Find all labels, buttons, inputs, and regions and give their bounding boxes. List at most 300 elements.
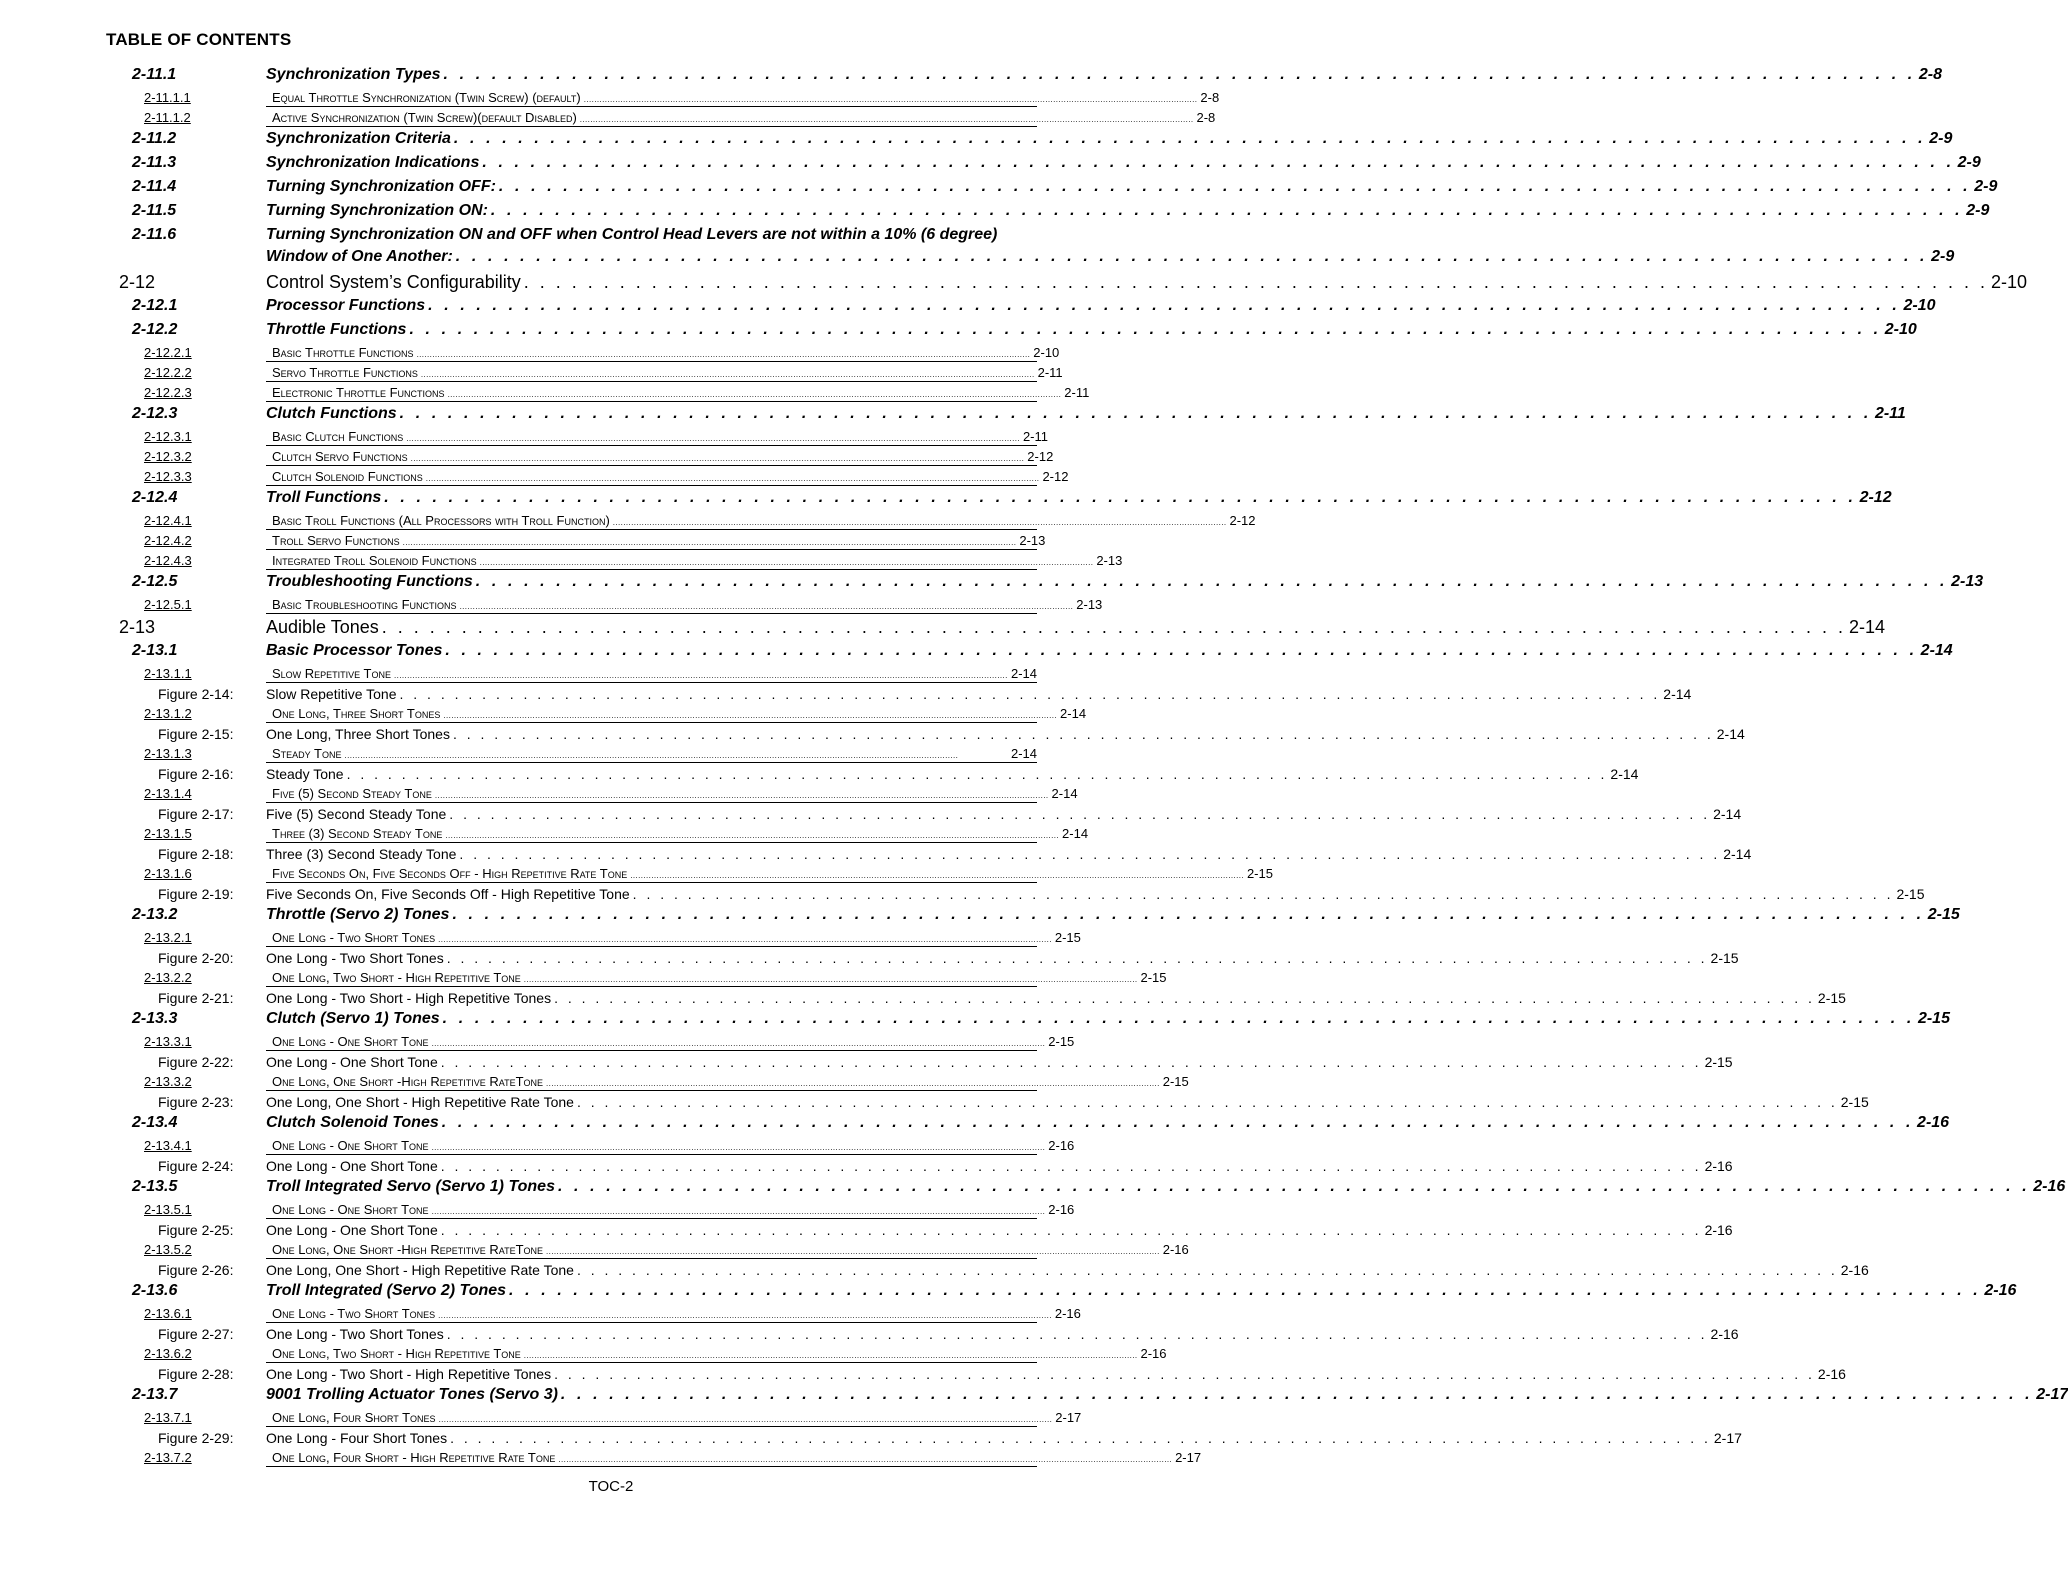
toc-entry-page: 2-15: [1246, 866, 1273, 881]
dot-leader: ..........................................................................................................................................................................................................................................: [523, 975, 1138, 984]
toc-entry-page: 2-13: [1096, 553, 1123, 568]
toc-entry-title: Slow Repetitive Tone: [272, 666, 392, 681]
toc-entry-page: 2-17: [1713, 1430, 1742, 1446]
toc-entry-number: Figure 2-26:: [158, 1262, 234, 1278]
toc-entry-number[interactable]: 2-13.3.1: [144, 1034, 192, 1049]
toc-figure-entry[interactable]: [0, 1326, 1739, 1346]
toc-entry[interactable]: [0, 1242, 1222, 1262]
toc-entry-page: 2-15: [1162, 1074, 1189, 1089]
toc-entry-number: Figure 2-15:: [158, 726, 234, 742]
toc-entry-page: 2-16: [1840, 1262, 1869, 1278]
toc-entry-title: Steady Tone: [272, 746, 342, 761]
toc-entry-page: 2-14: [1610, 766, 1639, 782]
toc-entry-number: Figure 2-19:: [158, 886, 234, 902]
toc-entry-number: 2-11.1: [132, 66, 177, 83]
toc-entry[interactable]: [0, 1178, 2066, 1202]
toc-entry[interactable]: [0, 1034, 1222, 1054]
dot-leader: ..........................................................................................................................................................................................................................................: [438, 1415, 1053, 1424]
toc-figure-entry[interactable]: [0, 1430, 1742, 1450]
toc-entry-page: 2-15: [1704, 1054, 1733, 1070]
toc-entry-number[interactable]: 2-13.3.2: [144, 1074, 192, 1089]
toc-entry-number[interactable]: 2-12.3.2: [144, 449, 192, 464]
toc-entry-title: Troll Integrated Servo (Servo 1) Tones: [266, 1178, 555, 1195]
toc-entry-page: 2-13: [1951, 573, 1984, 590]
toc-figure-entry[interactable]: [0, 886, 1925, 906]
toc-entry-title: One Long - Four Short Tones: [266, 1430, 448, 1446]
toc-entry-number: Figure 2-27:: [158, 1326, 234, 1342]
toc-entry-title: Audible Tones: [266, 617, 379, 637]
toc-entry-title: Basic Troubleshooting Functions: [272, 597, 457, 612]
toc-entry-page: 2-12: [1859, 489, 1892, 506]
toc-entry-title: Five Seconds On, Five Seconds Off - High Repetitive Rate Tone: [272, 866, 628, 881]
toc-entry-page: 2-16: [1048, 1138, 1075, 1153]
toc-entry-title: Window of One Another:: [266, 248, 453, 265]
toc-entry-page: 2-13: [1076, 597, 1103, 612]
toc-entry-title: One Long - One Short Tone: [266, 1222, 438, 1238]
toc-entry-title: Equal Throttle Synchronization (Twin Screw) (default): [272, 90, 581, 105]
toc-entry-page: 2-12: [1027, 449, 1054, 464]
toc-entry-number: 2-12.1: [132, 297, 178, 314]
toc-entry[interactable]: [0, 178, 1998, 202]
toc-entry-title: Troll Integrated (Servo 2) Tones: [266, 1282, 507, 1299]
toc-entry-page: 2-14: [1060, 706, 1087, 721]
toc-figure-entry[interactable]: [0, 766, 1639, 786]
toc-entry-number[interactable]: 2-13.7.1: [144, 1410, 192, 1425]
toc-entry-title: One Long - Two Short Tones: [266, 1326, 444, 1342]
dot-leader: ..........................................................................................................................................................................................................................................: [410, 454, 1025, 463]
toc-entry-page: 2-17: [2036, 1386, 2068, 1403]
toc-entry[interactable]: [0, 130, 1953, 154]
dot-leader: ..........................................................................................................................................................................................................................................: [459, 602, 1074, 611]
dot-leader: ..........................................................................................................................................................................................................................................: [546, 1079, 1160, 1088]
toc-entry-number[interactable]: 2-13.2.1: [144, 930, 192, 945]
toc-entry-title: One Long, Two Short - High Repetitive Tone: [272, 970, 521, 985]
toc-entry-page: 2-15: [1917, 1010, 1950, 1027]
toc-entry-number[interactable]: 2-12.4.2: [144, 533, 192, 548]
dot-leader: . . . . . . . . . . . . . . . . . . . . . . . . . . . . . . . . . . . . . . . . . . . . . . . . . . . . . . . . . . . . . . . . . . . . . . . . . . . . . . . . . . . . . . . . . . . .: [560, 1386, 2034, 1403]
toc-entry-page: 2-14: [1716, 726, 1745, 742]
page-number: TOC-2: [588, 1478, 634, 1495]
dot-leader: . . . . . . . . . . . . . . . . . . . . . . . . . . . . . . . . . . . . . . . . . . . . . . . . . . . . . . . . . . . . . . . . . . . . . . . . . . . . . . . . . . . . . . . . . . . .: [381, 617, 1846, 637]
toc-entry-number[interactable]: 2-13.5.2: [144, 1242, 192, 1257]
dot-leader: . . . . . . . . . . . . . . . . . . . . . . . . . . . . . . . . . . . . . . . . . . . . . . . . . . . . . . . . . . . . . . . . . . . . . . . . . . . . . . . . . . . . . . . . . . . .: [409, 321, 1882, 338]
toc-entry-number: Figure 2-29:: [158, 1430, 234, 1446]
toc-entry-title: Active Synchronization (Twin Screw)(default Disabled): [272, 110, 577, 125]
dot-leader: . . . . . . . . . . . . . . . . . . . . . . . . . . . . . . . . . . . . . . . . . . . . . . . . . . . . . . . . . . . . . . . . . . . . . . . . . . . . . . . . . . . . . . . . . . . .: [498, 178, 1972, 195]
toc-entry-number[interactable]: 2-13.1.1: [144, 666, 192, 681]
toc-entry[interactable]: [0, 906, 1960, 930]
toc-entry[interactable]: [0, 866, 1273, 886]
toc-entry[interactable]: [0, 617, 1885, 642]
toc-entry-title: Troll Servo Functions: [272, 533, 400, 548]
dot-leader: . . . . . . . . . . . . . . . . . . . . . . . . . . . . . . . . . . . . . . . . . . . . . . . . . . . . . . . . . . . . . . . . . . . . . . . . . . . . . . . . . . . . . . . . . . . .: [440, 1222, 1702, 1238]
toc-entry-page: 2-8: [1918, 66, 1942, 83]
toc-entry[interactable]: [0, 405, 1906, 429]
toc-entry-title: Throttle (Servo 2) Tones: [266, 906, 450, 923]
toc-entry-page: 2-15: [1817, 990, 1846, 1006]
toc-entry[interactable]: [0, 429, 1222, 449]
toc-entry-page: 2-10: [1990, 272, 2027, 292]
dot-leader: . . . . . . . . . . . . . . . . . . . . . . . . . . . . . . . . . . . . . . . . . . . . . . . . . . . . . . . . . . . . . . . . . . . . . . . . . . . . . . . . . . . . . . . . . . . .: [399, 405, 1872, 422]
dot-leader: ..........................................................................................................................................................................................................................................: [447, 390, 1062, 399]
toc-entry-number[interactable]: 2-13.4.1: [144, 1138, 192, 1153]
toc-entry-page: 2-8: [1196, 110, 1216, 125]
toc-entry-title: One Long, Four Short Tones: [272, 1410, 436, 1425]
dot-leader: . . . . . . . . . . . . . . . . . . . . . . . . . . . . . . . . . . . . . . . . . . . . . . . . . . . . . . . . . . . . . . . . . . . . . . . . . . . . . . . . . . . . . . . . . . . .: [346, 766, 1608, 782]
toc-entry[interactable]: [0, 746, 1222, 766]
toc-entry-number: Figure 2-24:: [158, 1158, 234, 1174]
toc-entry[interactable]: [0, 786, 1222, 806]
toc-entry-page: 2-16: [1817, 1366, 1846, 1382]
toc-entry-number[interactable]: 2-12.3.1: [144, 429, 192, 444]
dot-leader: . . . . . . . . . . . . . . . . . . . . . . . . . . . . . . . . . . . . . . . . . . . . . . . . . . . . . . . . . . . . . . . . . . . . . . . . . . . . . . . . . . . . . . . . . . . .: [453, 130, 1927, 147]
toc-entry-title: One Long - Two Short Tones: [266, 950, 444, 966]
toc-entry-number: Figure 2-16:: [158, 766, 234, 782]
dot-leader: ..........................................................................................................................................................................................................................................: [579, 115, 1194, 124]
toc-entry[interactable]: [0, 1010, 1950, 1034]
toc-entry-page: 2-10: [1903, 297, 1936, 314]
toc-entry[interactable]: [0, 321, 1917, 345]
toc-entry-page: 2-14: [1723, 846, 1752, 862]
toc-entry-title: One Long - Two Short Tones: [272, 930, 436, 945]
toc-entry-page: 2-9: [1974, 178, 1998, 195]
dot-leader: . . . . . . . . . . . . . . . . . . . . . . . . . . . . . . . . . . . . . . . . . . . . . . . . . . . . . . . . . . . . . . . . . . . . . . . . . . . . . . . . . . . . . . . . . . . .: [443, 66, 1916, 83]
toc-entry-page: 2-16: [1710, 1326, 1739, 1342]
toc-entry-number: Figure 2-21:: [158, 990, 234, 1006]
toc-entry-page: 2-9: [1966, 202, 1990, 219]
toc-entry-title: Steady Tone: [266, 766, 344, 782]
dot-leader: . . . . . . . . . . . . . . . . . . . . . . . . . . . . . . . . . . . . . . . . . . . . . . . . . . . . . . . . . . . . . . . . . . . . . . . . . . . . . . . . . . . . . . . . . . . .: [445, 642, 1918, 659]
dot-leader: . . . . . . . . . . . . . . . . . . . . . . . . . . . . . . . . . . . . . . . . . . . . . . . . . . . . . . . . . . . . . . . . . . . . . . . . . . . . . . . . . . . . . . . . . . . .: [440, 1054, 1702, 1070]
toc-entry[interactable]: [0, 1386, 2068, 1410]
toc-entry-page: 2-9: [1957, 154, 1981, 171]
toc-entry[interactable]: [0, 930, 1222, 950]
dot-leader: . . . . . . . . . . . . . . . . . . . . . . . . . . . . . . . . . . . . . . . . . . . . . . . . . . . . . . . . . . . . . . . . . . . . . . . . . . . . . . . . . . . . . . . . . . . .: [554, 1366, 1815, 1382]
toc-entry-title: One Long, One Short -High Repetitive RateTone: [272, 1242, 544, 1257]
toc-entry[interactable]: [0, 1346, 1222, 1366]
toc-entry-number: 2-12.2: [132, 321, 178, 338]
toc-entry-title: Synchronization Types: [266, 66, 441, 83]
dot-leader: . . . . . . . . . . . . . . . . . . . . . . . . . . . . . . . . . . . . . . . . . . . . . . . . . . . . . . . . . . . . . . . . . . . . . . . . . . . . . . . . . . . . . . . . . . . .: [576, 1262, 1838, 1278]
toc-entry-page: 2-16: [1984, 1282, 2017, 1299]
toc-entry[interactable]: [0, 365, 1222, 385]
toc-entry-page: 2-11: [1874, 405, 1906, 422]
toc-entry-title: One Long, One Short -High Repetitive RateTone: [272, 1074, 544, 1089]
toc-entry-title: Turning Synchronization OFF:: [266, 178, 496, 195]
toc-figure-entry[interactable]: [0, 1054, 1733, 1074]
toc-entry-number: 2-13.6: [132, 1282, 178, 1299]
toc-entry-number[interactable]: 2-12.4.3: [144, 553, 192, 568]
dot-leader: . . . . . . . . . . . . . . . . . . . . . . . . . . . . . . . . . . . . . . . . . . . . . . . . . . . . . . . . . . . . . . . . . . . . . . . . . . . . . . . . . . . . . . . . . . . .: [509, 1282, 1982, 1299]
toc-entry-number[interactable]: 2-13.7.2: [144, 1450, 192, 1465]
toc-entry-title: Integrated Troll Solenoid Functions: [272, 553, 477, 568]
toc-entry[interactable]: [0, 1306, 1222, 1326]
dot-leader: . . . . . . . . . . . . . . . . . . . . . . . . . . . . . . . . . . . . . . . . . . . . . . . . . . . . . . . . . . . . . . . . . . . . . . . . . . . . . . . . . . . . . . . . . . . .: [523, 272, 1988, 292]
toc-entry[interactable]: [0, 706, 1222, 726]
dot-leader: ..........................................................................................................................................................................................................................................: [558, 1455, 1173, 1464]
toc-entry[interactable]: [0, 248, 1955, 272]
toc-entry-number: Figure 2-25:: [158, 1222, 234, 1238]
dot-leader: . . . . . . . . . . . . . . . . . . . . . . . . . . . . . . . . . . . . . . . . . . . . . . . . . . . . . . . . . . . . . . . . . . . . . . . . . . . . . . . . . . . . . . . . . . . .: [441, 1114, 1915, 1131]
toc-entry-number: 2-13.4: [132, 1114, 178, 1131]
dot-leader: . . . . . . . . . . . . . . . . . . . . . . . . . . . . . . . . . . . . . . . . . . . . . . . . . . . . . . . . . . . . . . . . . . . . . . . . . . . . . . . . . . . . . . . . . . . .: [482, 154, 1955, 171]
toc-figure-entry[interactable]: [0, 726, 1745, 746]
toc-entry-number: Figure 2-28:: [158, 1366, 234, 1382]
dot-leader: . . . . . . . . . . . . . . . . . . . . . . . . . . . . . . . . . . . . . . . . . . . . . . . . . . . . . . . . . . . . . . . . . . . . . . . . . . . . . . . . . . . . . . . . . . . .: [428, 297, 1901, 314]
toc-entry[interactable]: [0, 469, 1222, 489]
toc-entry-number[interactable]: 2-11.1.1: [144, 90, 191, 105]
toc-entry-page: 2-9: [1929, 130, 1953, 147]
toc-entry-title: Servo Throttle Functions: [272, 365, 418, 380]
toc-entry[interactable]: [0, 1138, 1222, 1158]
toc-entry[interactable]: [0, 272, 2027, 297]
toc-entry-number: 2-13.2: [132, 906, 178, 923]
dot-leader: . . . . . . . . . . . . . . . . . . . . . . . . . . . . . . . . . . . . . . . . . . . . . . . . . . . . . . . . . . . . . . . . . . . . . . . . . . . . . . . . . . . . . . . . . . . .: [450, 1430, 1711, 1446]
toc-entry-title: Turning Synchronization ON and OFF when Control Head Levers are not within a 10% (6 degree): [266, 226, 998, 243]
toc-entry-title: One Long - Two Short Tones: [272, 1306, 436, 1321]
toc-entry-number: 2-11.3: [132, 154, 177, 171]
toc-entry-page: 2-16: [2033, 1178, 2066, 1195]
dot-leader: . . . . . . . . . . . . . . . . . . . . . . . . . . . . . . . . . . . . . . . . . . . . . . . . . . . . . . . . . . . . . . . . . . . . . . . . . . . . . . . . . . . . . . . . . . . .: [446, 950, 1708, 966]
toc-entry-page: 2-12: [1229, 513, 1256, 528]
toc-entry[interactable]: [0, 90, 1222, 110]
toc-entry-title: One Long, One Short - High Repetitive Rate Tone: [266, 1094, 574, 1110]
toc-entry-number[interactable]: 2-13.1.3: [144, 746, 192, 761]
toc-entry[interactable]: [0, 513, 1256, 533]
toc-figure-entry[interactable]: [0, 1222, 1733, 1242]
dot-leader: ..........................................................................................................................................................................................................................................: [402, 538, 1017, 547]
toc-figure-entry[interactable]: [0, 686, 1692, 706]
toc-entry-page: 2-16: [1704, 1222, 1733, 1238]
toc-entry-number: Figure 2-22:: [158, 1054, 234, 1070]
toc-figure-entry[interactable]: [0, 1158, 1733, 1178]
toc-entry-number[interactable]: 2-12.3.3: [144, 469, 192, 484]
toc-figure-entry[interactable]: [0, 1094, 1869, 1114]
toc-entry-title: Three (3) Second Steady Tone: [272, 826, 443, 841]
toc-entry-title: Basic Clutch Functions: [272, 429, 404, 444]
dot-leader: ..........................................................................................................................................................................................................................................: [443, 711, 1058, 720]
toc-entry-number[interactable]: 2-13.1.2: [144, 706, 192, 721]
toc-entry[interactable]: [0, 449, 1222, 469]
toc-entry-title: Clutch Solenoid Functions: [272, 469, 423, 484]
dot-leader: . . . . . . . . . . . . . . . . . . . . . . . . . . . . . . . . . . . . . . . . . . . . . . . . . . . . . . . . . . . . . . . . . . . . . . . . . . . . . . . . . . . . . . . . . . . .: [557, 1178, 2031, 1195]
toc-entry-page: 2-14: [1920, 642, 1953, 659]
toc-entry-number[interactable]: 2-12.2.3: [144, 385, 192, 400]
toc-entry-title: Clutch Servo Functions: [272, 449, 408, 464]
dot-leader: ..........................................................................................................................................................................................................................................: [406, 434, 1020, 443]
toc-entry-page: 2-17: [1175, 1450, 1202, 1465]
toc-entry-number: 2-12.5: [132, 573, 178, 590]
toc-entry[interactable]: [0, 226, 1222, 248]
toc-entry-number[interactable]: 2-12.2.1: [144, 345, 192, 360]
toc-entry-title: Clutch (Servo 1) Tones: [266, 1010, 440, 1027]
toc-entry-title: One Long - One Short Tone: [266, 1054, 438, 1070]
dot-leader: ..........................................................................................................................................................................................................................................: [344, 751, 959, 760]
toc-entry-title: Clutch Solenoid Tones: [266, 1114, 439, 1131]
toc-entry[interactable]: [0, 154, 1981, 178]
toc-figure-entry[interactable]: [0, 846, 1752, 866]
toc-entry-page: 2-16: [1162, 1242, 1189, 1257]
toc-entry-number: 2-13: [119, 617, 156, 637]
toc-figure-entry[interactable]: [0, 1262, 1869, 1282]
toc-entry-number[interactable]: 2-13.1.5: [144, 826, 192, 841]
toc-entry[interactable]: [0, 1114, 1950, 1138]
toc-entry-number: 2-12.3: [132, 405, 178, 422]
toc-entry[interactable]: [0, 110, 1222, 130]
dot-leader: ..........................................................................................................................................................................................................................................: [612, 518, 1227, 527]
toc-entry[interactable]: [0, 553, 1222, 573]
dot-leader: ..........................................................................................................................................................................................................................................: [583, 95, 1198, 104]
toc-entry-title: 9001 Trolling Actuator Tones (Servo 3): [266, 1386, 558, 1403]
toc-figure-entry[interactable]: [0, 1366, 1846, 1386]
dot-leader: ..........................................................................................................................................................................................................................................: [630, 871, 1244, 880]
toc-entry-page: 2-16: [1704, 1158, 1733, 1174]
toc-entry-title: Five (5) Second Steady Tone: [266, 806, 447, 822]
toc-entry-number[interactable]: 2-11.1.2: [144, 110, 191, 125]
toc-entry-number[interactable]: 2-13.6.2: [144, 1346, 192, 1361]
dot-leader: . . . . . . . . . . . . . . . . . . . . . . . . . . . . . . . . . . . . . . . . . . . . . . . . . . . . . . . . . . . . . . . . . . . . . . . . . . . . . . . . . . . . . . . . . . . .: [399, 686, 1661, 702]
toc-entry-number: 2-11.5: [132, 202, 177, 219]
dot-leader: ..........................................................................................................................................................................................................................................: [546, 1247, 1160, 1256]
toc-entry-title: Electronic Throttle Functions: [272, 385, 445, 400]
toc-entry-title: Slow Repetitive Tone: [266, 686, 397, 702]
page-title: TABLE OF CONTENTS: [106, 30, 292, 49]
toc-entry[interactable]: [0, 826, 1222, 846]
toc-entry-title: One Long - One Short Tone: [266, 1158, 438, 1174]
toc-figure-entry[interactable]: [0, 990, 1846, 1010]
toc-entry-title: Clutch Functions: [266, 405, 397, 422]
toc-entry-page: 2-15: [1710, 950, 1739, 966]
toc-entry-page: 2-14: [1848, 617, 1885, 637]
toc-entry-page: 2-17: [1055, 1410, 1082, 1425]
toc-entry-title: Five Seconds On, Five Seconds Off - High Repetitive Tone: [266, 886, 630, 902]
toc-entry-title: Throttle Functions: [266, 321, 407, 338]
toc-entry-page: 2-14: [1663, 686, 1692, 702]
toc-entry-number[interactable]: 2-13.5.1: [144, 1202, 192, 1217]
toc-entry-title: One Long, Three Short Tones: [266, 726, 450, 742]
toc-entry-number: 2-13.3: [132, 1010, 178, 1027]
toc-entry[interactable]: [0, 1282, 2017, 1306]
toc-entry-title: Control System’s Configurability: [266, 272, 521, 292]
dot-leader: ..........................................................................................................................................................................................................................................: [394, 671, 1008, 680]
toc-entry[interactable]: [0, 1202, 1222, 1222]
toc-entry-title: Troll Functions: [266, 489, 382, 506]
toc-entry-page: 2-11: [1064, 385, 1090, 400]
toc-entry[interactable]: [0, 1074, 1222, 1094]
toc-entry-number: Figure 2-23:: [158, 1094, 234, 1110]
toc-entry-title: One Long, Three Short Tones: [272, 706, 441, 721]
toc-entry-page: 2-14: [1010, 746, 1037, 761]
toc-entry-page: 2-10: [1884, 321, 1917, 338]
toc-entry[interactable]: [0, 666, 1222, 686]
dot-leader: . . . . . . . . . . . . . . . . . . . . . . . . . . . . . . . . . . . . . . . . . . . . . . . . . . . . . . . . . . . . . . . . . . . . . . . . . . . . . . . . . . . . . . . . . . . .: [452, 726, 1714, 742]
toc-entry-title: Basic Processor Tones: [266, 642, 443, 659]
toc-entry-number: 2-12.4: [132, 489, 178, 506]
toc-entry-title: One Long - Two Short - High Repetitive Tones: [266, 990, 552, 1006]
dot-leader: . . . . . . . . . . . . . . . . . . . . . . . . . . . . . . . . . . . . . . . . . . . . . . . . . . . . . . . . . . . . . . . . . . . . . . . . . . . . . . . . . . . . . . . . . . . .: [442, 1010, 1915, 1027]
toc-entry[interactable]: [0, 489, 1892, 513]
toc-entry-title: One Long, One Short - High Repetitive Rate Tone: [266, 1262, 574, 1278]
toc-entry[interactable]: [0, 1450, 1222, 1470]
toc-entry[interactable]: [0, 642, 1953, 666]
toc-entry[interactable]: [0, 533, 1222, 553]
toc-entry-number: Figure 2-17:: [158, 806, 234, 822]
dot-leader: . . . . . . . . . . . . . . . . . . . . . . . . . . . . . . . . . . . . . . . . . . . . . . . . . . . . . . . . . . . . . . . . . . . . . . . . . . . . . . . . . . . . . . . . . . . .: [455, 248, 1929, 265]
toc-entry-page: 2-16: [1054, 1306, 1081, 1321]
toc-entry-page: 2-12: [1042, 469, 1069, 484]
toc-entry[interactable]: [0, 573, 1984, 597]
toc-entry-number: 2-13.5: [132, 1178, 178, 1195]
toc-entry-number: Figure 2-20:: [158, 950, 234, 966]
dot-leader: . . . . . . . . . . . . . . . . . . . . . . . . . . . . . . . . . . . . . . . . . . . . . . . . . . . . . . . . . . . . . . . . . . . . . . . . . . . . . . . . . . . . . . . . . . . .: [459, 846, 1721, 862]
dot-leader: . . . . . . . . . . . . . . . . . . . . . . . . . . . . . . . . . . . . . . . . . . . . . . . . . . . . . . . . . . . . . . . . . . . . . . . . . . . . . . . . . . . . . . . . . . . .: [576, 1094, 1838, 1110]
dot-leader: ..........................................................................................................................................................................................................................................: [425, 474, 1040, 483]
toc-entry-title: One Long - Two Short - High Repetitive Tones: [266, 1366, 552, 1382]
dot-leader: ..........................................................................................................................................................................................................................................: [434, 791, 1049, 800]
toc-figure-entry[interactable]: [0, 806, 1742, 826]
dot-leader: ..........................................................................................................................................................................................................................................: [445, 831, 1060, 840]
toc-entry-number[interactable]: 2-12.5.1: [144, 597, 192, 612]
toc-entry[interactable]: [0, 66, 1942, 90]
toc-entry-page: 2-16: [1140, 1346, 1167, 1361]
toc-entry[interactable]: [0, 345, 1222, 365]
dot-leader: ..........................................................................................................................................................................................................................................: [431, 1207, 1046, 1216]
toc-figure-entry[interactable]: [0, 950, 1739, 970]
toc-entry-title: Basic Throttle Functions: [272, 345, 414, 360]
dot-leader: . . . . . . . . . . . . . . . . . . . . . . . . . . . . . . . . . . . . . . . . . . . . . . . . . . . . . . . . . . . . . . . . . . . . . . . . . . . . . . . . . . . . . . . . . . . .: [384, 489, 1857, 506]
toc-entry-title: Turning Synchronization ON:: [266, 202, 488, 219]
toc-entry-page: 2-10: [1033, 345, 1060, 360]
dot-leader: ..........................................................................................................................................................................................................................................: [431, 1143, 1046, 1152]
toc-entry-page: 2-15: [1140, 970, 1167, 985]
toc-entry-number[interactable]: 2-12.4.1: [144, 513, 192, 528]
toc-entry-title: Five (5) Second Steady Tone: [272, 786, 432, 801]
toc-entry[interactable]: [0, 202, 1990, 226]
toc-entry-number: 2-12: [119, 272, 156, 292]
toc-entry-page: 2-15: [1896, 886, 1925, 902]
toc-entry-number[interactable]: 2-12.2.2: [144, 365, 192, 380]
toc-entry-page: 2-16: [1048, 1202, 1075, 1217]
dot-leader: . . . . . . . . . . . . . . . . . . . . . . . . . . . . . . . . . . . . . . . . . . . . . . . . . . . . . . . . . . . . . . . . . . . . . . . . . . . . . . . . . . . . . . . . . . . .: [632, 886, 1894, 902]
toc-entry-number[interactable]: 2-13.1.6: [144, 866, 192, 881]
toc-entry-number[interactable]: 2-13.1.4: [144, 786, 192, 801]
toc-entry-number[interactable]: 2-13.2.2: [144, 970, 192, 985]
toc-entry-title: One Long - One Short Tone: [272, 1202, 429, 1217]
toc-entry[interactable]: [0, 297, 1936, 321]
toc-entry-title: One Long - One Short Tone: [272, 1034, 429, 1049]
toc-entry-number: 2-13.7: [132, 1386, 178, 1403]
dot-leader: ..........................................................................................................................................................................................................................................: [479, 558, 1094, 567]
toc-entry-number[interactable]: 2-13.6.1: [144, 1306, 192, 1321]
dot-leader: . . . . . . . . . . . . . . . . . . . . . . . . . . . . . . . . . . . . . . . . . . . . . . . . . . . . . . . . . . . . . . . . . . . . . . . . . . . . . . . . . . . . . . . . . . . .: [554, 990, 1815, 1006]
toc-entry-title: Troubleshooting Functions: [266, 573, 473, 590]
toc-entry-page: 2-14: [1010, 666, 1037, 681]
toc-entry-number: 2-11.6: [132, 226, 177, 243]
toc-entry-page: 2-14: [1062, 826, 1089, 841]
toc-entry-title: Basic Troll Functions (All Processors with Troll Function): [272, 513, 610, 528]
toc-entry-title: One Long, Four Short - High Repetitive Rate Tone: [272, 1450, 556, 1465]
toc-entry-page: 2-11: [1022, 429, 1048, 444]
dot-leader: . . . . . . . . . . . . . . . . . . . . . . . . . . . . . . . . . . . . . . . . . . . . . . . . . . . . . . . . . . . . . . . . . . . . . . . . . . . . . . . . . . . . . . . . . . . .: [475, 573, 1949, 590]
toc-entry-title: Synchronization Indications: [266, 154, 480, 171]
toc-entry[interactable]: [0, 970, 1222, 990]
toc-entry[interactable]: [0, 1410, 1222, 1430]
dot-leader: . . . . . . . . . . . . . . . . . . . . . . . . . . . . . . . . . . . . . . . . . . . . . . . . . . . . . . . . . . . . . . . . . . . . . . . . . . . . . . . . . . . . . . . . . . . .: [452, 906, 1925, 923]
dot-leader: . . . . . . . . . . . . . . . . . . . . . . . . . . . . . . . . . . . . . . . . . . . . . . . . . . . . . . . . . . . . . . . . . . . . . . . . . . . . . . . . . . . . . . . . . . . .: [449, 806, 1711, 822]
dot-leader: ..........................................................................................................................................................................................................................................: [523, 1351, 1138, 1360]
toc-entry[interactable]: [0, 597, 1222, 617]
toc-entry[interactable]: [0, 385, 1222, 405]
